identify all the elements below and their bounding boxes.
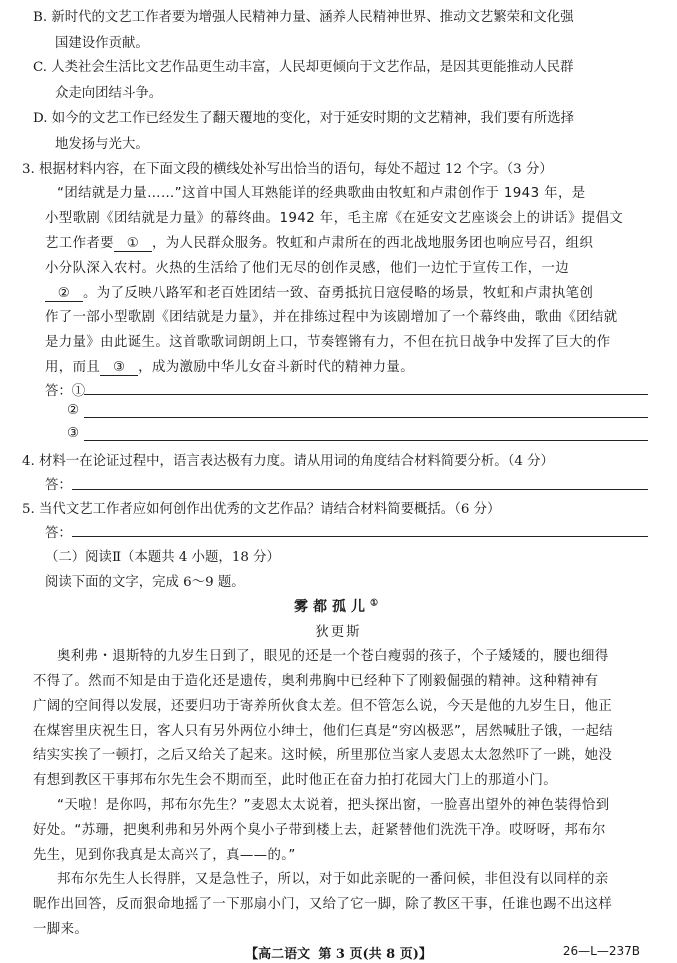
article-line: 有想到教区干事邦布尔先生会不期而至，此时他正在奋力拍打花园大门上的那道小门。: [33, 773, 558, 789]
answer-line-1[interactable]: [84, 394, 648, 395]
q3-answer-label-1: 答：①: [45, 383, 86, 399]
article-title-text: 雾都孤儿: [293, 599, 370, 616]
option-d-line1: D. 如今的文艺工作已经发生了翻天覆地的变化，对于延安时期的文艺精神，我们要有所选择: [33, 110, 575, 126]
article-line: 先生，见到你我真是太高兴了，真——的。”: [33, 847, 296, 863]
q3-text: 艺工作者要: [45, 235, 114, 251]
question-3-stem: 3. 根据材料内容，在下面文段的横线处补写出恰当的语句，每处不超过 12 个字。（3 分）: [22, 162, 553, 178]
article-title: [0, 596, 677, 616]
footer-page-number: 第 3 页(共 8 页)】: [318, 947, 432, 962]
option-b-line1: B. 新时代的文艺工作者要为增强人民精神力量、涵养人民精神世界、推动文艺繁荣和文化强: [33, 9, 574, 25]
q4-answer-label: 答：: [45, 478, 72, 494]
q3-passage-line4: 小分队深入农村。火热的生活给了他们无尽的创作灵感，他们一边忙于宣传工作，一边: [45, 260, 570, 276]
title-footnote-marker: ①: [369, 598, 384, 609]
q3-passage-line1: “团结就是力量……”这首中国人耳熟能详的经典歌曲由牧虹和卢肃创作于 1943 年，是: [57, 186, 586, 202]
q3-passage-line8: [45, 356, 414, 376]
q3-passage-line6: 作了一部小型歌剧《团结就是力量》，并在排练过程中为该剧增加了一个幕终曲，歌曲《团结就: [45, 310, 618, 326]
q3-answer-label-3: ③: [67, 425, 80, 441]
q3-text: ，成为激励中华儿女奋斗新时代的精神力量。: [138, 359, 414, 375]
q3-text: 用，而且: [45, 359, 101, 375]
article-line: 广阔的空间得以发展，还要归功于寄养所伙食太差。但不管怎么说，今天是他的九岁生日，他正: [33, 698, 613, 714]
answer-line-3[interactable]: [84, 440, 648, 441]
article-line: “天啦！是你吗，邦布尔先生？”麦恩太太说着，把头探出窗，一脸喜出望外的神色装得恰到: [57, 797, 610, 813]
blank-1: ①: [114, 236, 152, 252]
article-line: 好处。“苏珊，把奥利弗和另外两个臭小子带到楼上去，赶紧替他们洗洗干净。哎呀呀，邦布尔: [33, 822, 606, 838]
option-c-line2: 众走向团结斗争。: [55, 86, 163, 102]
article-line: 奥利弗・退斯特的九岁生日到了，眼见的还是一个苍白瘦弱的孩子，个子矮矮的，腰也细得: [57, 649, 609, 665]
question-5-stem: 5. 当代文艺工作者应如何创作出优秀的文艺作品？请结合材料简要概括。（6 分）: [22, 502, 501, 518]
article-line: 一脚来。: [33, 922, 89, 937]
article-line: 结实实挨了一顿打，之后又给关了起来。这时候，所里那位当家人麦恩太太忽然吓了一跳，她没: [33, 748, 613, 764]
q5-answer-label: 答：: [45, 526, 72, 541]
article-line: 在煤窖里庆祝生日，客人只有另外两位小绅士，他们仨真是“穷凶极恶”，居然喊肚子饿，一起结: [33, 723, 614, 739]
q3-passage-line5: [45, 282, 593, 302]
q3-text: 。为了反映八路军和老百姓团结一致、奋勇抵抗日寇侵略的场景，牧虹和卢肃执笔创: [83, 285, 594, 301]
q3-text: ，为人民群众服务。牧虹和卢肃所在的西北战地服务团也响应号召，组织: [151, 235, 594, 251]
q5-answer-line[interactable]: [72, 536, 648, 537]
footer-subject: 【高二语文: [245, 947, 311, 962]
q4-answer-line[interactable]: [72, 489, 648, 490]
option-b-line2: 国建设作贡献。: [55, 35, 149, 51]
reading-2-instruction: 阅读下面的文字，完成 6～9 题。: [45, 574, 245, 590]
option-d-line2: 地发扬与光大。: [55, 136, 149, 152]
q3-passage-line7: 是力量》由此诞生。这首歌歌词朗朗上口，节奏铿锵有力，不但在抗日战争中发挥了巨大的作: [45, 335, 611, 351]
answer-line-2[interactable]: [84, 417, 648, 418]
option-c-line1: C. 人类社会生活比文艺作品更生动丰富，人民却更倾向于文艺作品，是因其更能推动人民群: [33, 60, 574, 76]
article-line: 邦布尔先生人长得胖，又是急性子，所以，对于如此亲昵的一番问候，非但没有以同样的亲: [57, 872, 609, 888]
q3-answer-label-2: ②: [67, 402, 80, 418]
blank-3: ③: [100, 360, 138, 376]
reading-2-header: （二）阅读Ⅱ（本题共 4 小题，18 分）: [45, 549, 280, 565]
footer-code: 26—L—237B: [562, 944, 640, 958]
question-4-stem: 4. 材料一在论证过程中，语言表达极有力度。请从用词的角度结合材料简要分析。（4 分）: [22, 453, 554, 469]
q3-passage-line2: 小型歌剧《团结就是力量》的幕终曲。1942 年，毛主席《在延安文艺座谈会上的讲话》提倡文: [45, 211, 624, 227]
article-line: 昵作出回答，反而狠命地摇了一下那扇小门，又给了它一脚，除了教区干事，任谁也踢不出这样: [33, 897, 613, 913]
article-author: 狄更斯: [315, 625, 362, 641]
q3-passage-line3: [45, 232, 593, 252]
blank-2: ②: [45, 286, 83, 302]
article-line: 不得了。然而不知是由于造化还是遗传，奥利弗胸中已经种下了刚毅倔强的精神。这种精神有: [33, 673, 599, 689]
